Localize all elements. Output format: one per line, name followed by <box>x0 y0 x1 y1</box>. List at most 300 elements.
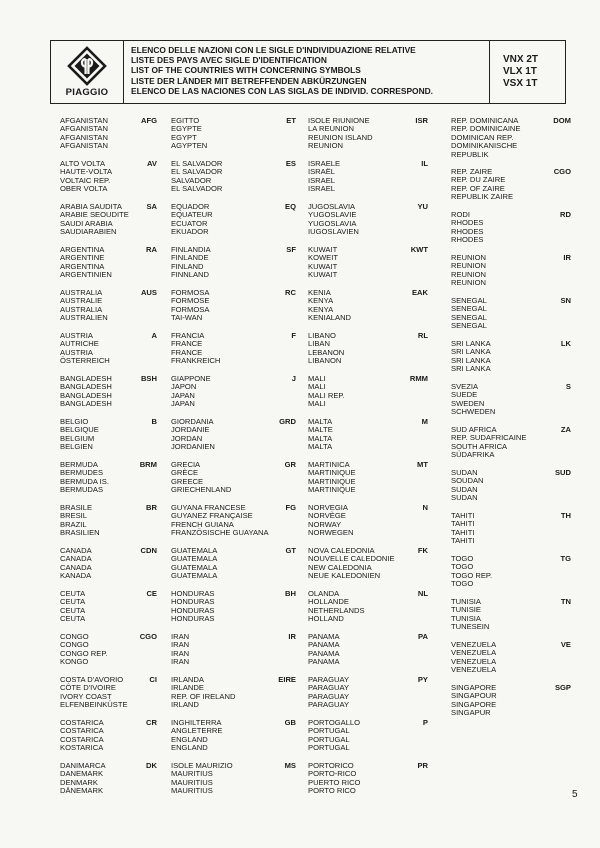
country-code: IR <box>563 253 571 262</box>
country-name: KANADA <box>60 571 92 581</box>
country-name: ELFENBEINKÜSTE <box>60 700 128 710</box>
country-name: OBER VOLTA <box>60 184 108 194</box>
country-name: LEBANON <box>308 347 345 357</box>
country-name: AFGANISTAN <box>60 124 108 134</box>
country-name: IUGOSLAVIEN <box>308 227 359 237</box>
country-name: JAPAN <box>171 399 195 409</box>
country-code: PY <box>417 675 428 684</box>
country-code: EIRE <box>278 675 296 684</box>
country-name: NOUVELLE CALEDONIE <box>308 554 395 564</box>
country-entry <box>451 684 497 718</box>
country-name: EGITTO <box>171 116 200 125</box>
country-name: AUSTRALIA <box>60 288 103 297</box>
country-code: RMM <box>409 374 428 383</box>
country-entry <box>60 418 99 452</box>
country-name: ARGENTINA <box>60 245 105 254</box>
title-line-it: ELENCO DELLE NAZIONI CON LE SIGLE D'INDIVIDUAZIONE RELATIVE <box>131 45 416 55</box>
country-name: BELGIO <box>60 417 89 426</box>
country-name: GUYANEZ FRANÇAISE <box>171 511 253 521</box>
country-name: IRLANDA <box>171 675 204 684</box>
country-name: REUNION ISLAND <box>308 132 373 142</box>
country-name: EL SALVADOR <box>171 184 223 194</box>
country-name: SOUTH AFRICA <box>451 441 508 451</box>
country-code: NL <box>417 589 428 598</box>
country-name: MAURITIUS <box>171 786 213 796</box>
country-entry <box>308 289 351 323</box>
country-entry <box>171 160 222 194</box>
country-name: GRECIA <box>171 460 201 469</box>
country-name: AUSTRALIA <box>60 304 103 314</box>
country-entry <box>171 719 222 753</box>
country-entry <box>60 633 108 667</box>
country-name: MALI <box>308 374 326 383</box>
country-name: PANAMA <box>308 648 340 658</box>
country-entry <box>60 461 109 495</box>
country-name: ISOLE RIUNIONE <box>308 116 370 125</box>
country-code: RA <box>146 245 157 254</box>
country-name: PANAMA <box>308 657 340 667</box>
country-name: SENEGAL <box>451 296 487 305</box>
country-name: SRI LANKA <box>451 364 491 374</box>
country-name: NOVA CALEDONIA <box>308 546 375 555</box>
country-entry <box>171 633 189 667</box>
country-entry <box>60 590 85 624</box>
country-name: YUGOSLAVIE <box>308 210 357 220</box>
country-name: OLANDA <box>308 589 340 598</box>
country-name: SENEGAL <box>451 304 487 314</box>
country-name: CÔTE D'IVOIRE <box>60 683 116 693</box>
country-name: SENEGAL <box>451 321 487 331</box>
country-name: PORTORICO <box>308 761 354 770</box>
country-name: VENEZUELA <box>451 640 497 649</box>
country-entry <box>60 762 106 796</box>
country-name: KENIA <box>308 288 331 297</box>
country-code: MT <box>417 460 428 469</box>
country-code: GT <box>285 546 296 555</box>
country-name: KOWEIT <box>308 253 338 263</box>
country-code: B <box>151 417 157 426</box>
country-name: VENEZUELA <box>451 648 497 658</box>
country-name: EQUATEUR <box>171 210 213 220</box>
country-name: IRAN <box>171 632 190 641</box>
country-name: KUWAIT <box>308 261 338 271</box>
country-name: DANEMARK <box>60 769 104 779</box>
country-code: YU <box>417 202 428 211</box>
country-name: BANGLADESH <box>60 399 112 409</box>
country-code: IL <box>421 159 428 168</box>
country-name: KENYA <box>308 304 334 314</box>
country-name: TAI-WAN <box>171 313 203 323</box>
country-name: REUNION <box>451 278 487 288</box>
country-name: TOGO <box>451 579 474 589</box>
country-entry <box>60 504 100 538</box>
country-name: TOGO <box>451 562 474 572</box>
country-name: SOUDAN <box>451 476 484 486</box>
country-name: NETHERLANDS <box>308 605 365 615</box>
country-code: ES <box>285 159 296 168</box>
country-name: AUSTRIA <box>60 331 93 340</box>
country-entry <box>60 676 128 710</box>
country-name: REUNION <box>451 269 487 279</box>
country-name: MAURITIUS <box>171 777 213 787</box>
country-name: MARTINICA <box>308 460 350 469</box>
country-code: BH <box>285 589 296 598</box>
country-name: CEUTA <box>60 597 86 607</box>
country-name: ISRAEL <box>308 184 336 194</box>
country-name: BRESIL <box>60 511 88 521</box>
country-name: TOGO REP. <box>451 570 493 580</box>
country-code: DOM <box>553 116 571 125</box>
country-name: BRASILE <box>60 503 93 512</box>
country-name: PARAGUAY <box>308 675 350 684</box>
country-name: FRANZÖSISCHE GUAYANA <box>171 528 269 538</box>
country-name: RHODES <box>451 226 484 236</box>
country-name: CONGO <box>60 640 89 650</box>
country-name: HONDURAS <box>171 589 215 598</box>
country-entry <box>171 676 235 710</box>
country-name: FRENCH GUIANA <box>171 519 234 529</box>
country-name: RHODES <box>451 218 484 228</box>
country-name: GUATEMALA <box>171 546 218 555</box>
country-code: P <box>422 718 428 727</box>
country-name: GUATEMALA <box>171 554 218 564</box>
country-name: EQUADOR <box>171 202 210 211</box>
country-name: ANGLETERRE <box>171 726 223 736</box>
country-name: LA REUNION <box>308 124 354 134</box>
country-name: KUWAIT <box>308 245 338 254</box>
country-name: TAHITI <box>451 511 475 520</box>
country-name: REPUBLIK ZAIRE <box>451 192 514 202</box>
country-name: REUNION <box>308 141 344 151</box>
country-name: DOMINICAN REP. <box>451 132 514 142</box>
country-name: DÄNEMARK <box>60 786 104 796</box>
country-name: HOLLANDE <box>308 597 349 607</box>
country-name: TAHITI <box>451 519 475 529</box>
country-code: AUS <box>140 288 157 297</box>
country-name: DENMARK <box>60 777 98 787</box>
model-name: VLX 1T <box>503 66 537 77</box>
country-name: EL SALVADOR <box>171 159 223 168</box>
country-name: GRÈCE <box>171 468 199 478</box>
country-code: SN <box>560 296 571 305</box>
country-name: MALI REP. <box>308 390 345 400</box>
country-name: GIORDANIA <box>171 417 214 426</box>
country-code: FG <box>285 503 296 512</box>
country-name: AUSTRALIE <box>60 296 103 306</box>
country-code: IR <box>288 632 296 641</box>
country-name: MAURITIUS <box>171 769 213 779</box>
country-code: BRM <box>139 460 157 469</box>
country-name: SÜDAFRIKA <box>451 450 495 460</box>
country-entry <box>308 762 360 796</box>
country-code: BSH <box>140 374 157 383</box>
country-name: PORTO RICO <box>308 786 356 796</box>
country-name: TOGO <box>451 554 474 563</box>
country-name: ISRAËL <box>308 167 336 177</box>
country-code: KWT <box>410 245 428 254</box>
country-code: AV <box>147 159 157 168</box>
country-entry <box>60 203 129 237</box>
brand-name: PIAGGIO <box>65 87 109 98</box>
country-name: CANADA <box>60 562 92 572</box>
country-name: IRAN <box>171 648 190 658</box>
country-entry <box>308 719 360 753</box>
country-code: ET <box>286 116 296 125</box>
page-number: 5 <box>572 789 578 800</box>
country-entry <box>451 512 474 546</box>
country-code: CDN <box>140 546 157 555</box>
country-code: AFG <box>140 116 157 125</box>
country-name: HONDURAS <box>171 597 215 607</box>
country-name: FRANCIA <box>171 331 205 340</box>
country-name: COSTARICA <box>60 726 104 736</box>
country-entry <box>308 160 340 194</box>
country-name: BELGIQUE <box>60 425 99 435</box>
country-code: SGP <box>554 683 571 692</box>
country-name: MARTINIQUE <box>308 468 356 478</box>
country-entry <box>451 117 520 159</box>
country-name: DANIMARCA <box>60 761 106 770</box>
country-name: JORDAN <box>171 433 203 443</box>
country-name: ISRAEL <box>308 175 336 185</box>
country-name: MALTE <box>308 425 333 435</box>
country-name: NORWEGEN <box>308 528 354 538</box>
country-name: GIAPPONE <box>171 374 211 383</box>
country-name: SRI LANKA <box>451 347 491 357</box>
country-entry <box>60 719 104 753</box>
country-entry <box>308 332 344 366</box>
country-code: F <box>291 331 296 340</box>
country-name: TUNESEIN <box>451 622 490 632</box>
country-code: TN <box>560 597 571 606</box>
country-name: PORTUGAL <box>308 743 350 753</box>
country-name: MALI <box>308 382 326 392</box>
country-code: VE <box>560 640 571 649</box>
country-name: JUGOSLAVIA <box>308 202 356 211</box>
country-name: MALI <box>308 399 326 409</box>
country-name: SWEDEN <box>451 398 485 408</box>
country-code: LK <box>560 339 571 348</box>
country-code: CR <box>146 718 157 727</box>
country-entry <box>451 598 489 632</box>
country-name: HONDURAS <box>171 605 215 615</box>
country-name: LIBANO <box>308 331 336 340</box>
country-entry <box>171 418 215 452</box>
country-code: RL <box>417 331 428 340</box>
country-code: CI <box>149 675 157 684</box>
country-code: CE <box>146 589 157 598</box>
country-name: BRASILIEN <box>60 528 100 538</box>
country-name: ENGLAND <box>171 743 208 753</box>
country-name: BELGIEN <box>60 442 93 452</box>
country-name: COSTA D'AVORIO <box>60 675 124 684</box>
country-name: ALTO VOLTA <box>60 159 106 168</box>
country-entry <box>451 254 486 288</box>
country-entry <box>60 289 108 323</box>
country-code: M <box>421 417 428 426</box>
country-code: DK <box>146 761 157 770</box>
country-code: J <box>291 374 296 383</box>
country-name: REUNION <box>451 253 487 262</box>
country-name: CANADA <box>60 546 92 555</box>
country-entry <box>451 211 484 245</box>
country-name: BANGLADESH <box>60 390 112 400</box>
country-name: PARAGUAY <box>308 683 350 693</box>
country-name: ARABIE SEOUDITE <box>60 210 129 220</box>
country-entry <box>308 117 373 151</box>
country-name: AFGANISTAN <box>60 141 108 151</box>
country-name: MARTINIQUE <box>308 485 356 495</box>
country-name: GUATEMALA <box>171 571 218 581</box>
country-entry <box>451 426 526 460</box>
piaggio-logo <box>51 41 124 103</box>
country-name: CONGO <box>60 632 89 641</box>
country-name: SVEZIA <box>451 382 479 391</box>
country-name: IVORY COAST <box>60 691 112 701</box>
country-entry <box>171 332 220 366</box>
country-entry <box>171 547 217 581</box>
country-name: PANAMA <box>308 640 340 650</box>
country-code: N <box>422 503 428 512</box>
country-name: BERMUDA IS. <box>60 476 109 486</box>
country-name: PORTO-RICO <box>308 769 357 779</box>
country-name: SUDAN <box>451 493 478 503</box>
country-code: PR <box>417 761 428 770</box>
country-entry <box>60 547 92 581</box>
country-name: SUDAN <box>451 468 478 477</box>
country-name: GREECE <box>171 476 204 486</box>
country-name: CONGO REP. <box>60 648 108 658</box>
country-name: CEUTA <box>60 589 86 598</box>
country-entry <box>171 246 211 280</box>
country-name: SUEDE <box>451 390 478 400</box>
country-code: MS <box>284 761 296 770</box>
piaggio-emblem-icon <box>67 46 107 86</box>
country-name: SCHWEDEN <box>451 407 496 417</box>
country-entry <box>60 117 108 151</box>
country-name: MALTA <box>308 442 333 452</box>
country-name: FORMOSA <box>171 288 210 297</box>
country-entry <box>308 461 356 495</box>
country-name: ÖSTERREICH <box>60 356 110 366</box>
country-name: VOLTAIC REP. <box>60 175 111 185</box>
country-name: SENEGAL <box>451 312 487 322</box>
country-code: GRD <box>279 417 296 426</box>
country-name: EL SALVADOR <box>171 167 223 177</box>
country-entry <box>451 340 491 374</box>
country-name: KUWAIT <box>308 270 338 280</box>
country-name: VENEZUELA <box>451 665 497 675</box>
country-code: GB <box>284 718 296 727</box>
country-name: FINNLAND <box>171 270 209 280</box>
country-name: IRAN <box>171 657 190 667</box>
country-name: ISRAELE <box>308 159 341 168</box>
country-code: PA <box>418 632 428 641</box>
country-name: PORTOGALLO <box>308 718 361 727</box>
country-entry <box>451 297 487 331</box>
country-code: EQ <box>285 202 296 211</box>
country-entry <box>308 504 353 538</box>
country-code: ISR <box>415 116 428 125</box>
country-name: ISOLE MAURIZIO <box>171 761 233 770</box>
country-name: INGHILTERRA <box>171 718 222 727</box>
country-code: SUD <box>554 468 571 477</box>
country-code: EAK <box>411 288 428 297</box>
country-name: YUGOSLAVIA <box>308 218 357 228</box>
country-entry <box>451 469 484 503</box>
country-name: JAPAN <box>171 390 195 400</box>
country-name: TUNISIE <box>451 605 481 615</box>
model-name: VSX 1T <box>503 78 538 89</box>
country-name: CANADA <box>60 554 92 564</box>
country-name: JORDANIEN <box>171 442 215 452</box>
country-name: AUTRICHE <box>60 339 99 349</box>
country-name: TAHITI <box>451 536 475 546</box>
country-name: GRIECHENLAND <box>171 485 232 495</box>
country-name: NORVEGIA <box>308 503 348 512</box>
country-name: VENEZUELA <box>451 656 497 666</box>
country-name: AFGANISTAN <box>60 116 108 125</box>
country-name: FORMOSA <box>171 304 210 314</box>
country-code: A <box>151 331 157 340</box>
country-name: BELGIUM <box>60 433 95 443</box>
country-name: RODI <box>451 210 470 219</box>
country-name: REP. OF ZAIRE <box>451 183 505 193</box>
country-name: KENIALAND <box>308 313 352 323</box>
country-entry <box>60 332 110 366</box>
country-name: PANAMA <box>308 632 340 641</box>
country-name: RHODES <box>451 235 484 245</box>
country-name: EGYPTE <box>171 124 202 134</box>
country-name: CEUTA <box>60 614 86 624</box>
title-line-fr: LISTE DES PAYS AVEC SIGLE D'IDENTIFICATION <box>131 55 327 66</box>
country-code: SF <box>286 245 296 254</box>
country-name: BERMUDAS <box>60 485 104 495</box>
country-name: SINGAPOUR <box>451 691 497 701</box>
country-name: MARTINIQUE <box>308 476 356 486</box>
country-code: ZA <box>560 425 571 434</box>
country-name: TAHITI <box>451 527 475 537</box>
country-name: PORTUGAL <box>308 734 350 744</box>
country-name: JAPON <box>171 382 197 392</box>
country-code: SA <box>146 202 157 211</box>
country-name: ARGENTINE <box>60 253 105 263</box>
country-name: ARGENTINIEN <box>60 270 112 280</box>
country-name: SAUDI ARABIA <box>60 218 113 228</box>
country-name: AGYPTEN <box>171 141 208 151</box>
country-name: BERMUDA <box>60 460 98 469</box>
country-name: TUNISIA <box>451 597 481 606</box>
country-entry <box>60 246 112 280</box>
country-entry <box>451 555 492 589</box>
country-name: FINLANDIA <box>171 245 211 254</box>
country-name: GUYANA FRANCESE <box>171 503 246 512</box>
country-name: SINGAPORE <box>451 699 497 709</box>
country-name: ARGENTINA <box>60 261 105 271</box>
country-code: GR <box>284 460 296 469</box>
country-name: KENYA <box>308 296 334 306</box>
country-name: BANGLADESH <box>60 374 112 383</box>
country-entry <box>451 383 495 417</box>
title-line-en: LIST OF THE COUNTRIES WITH CONCERNING SYMBOLS <box>131 65 361 76</box>
document-title <box>124 41 490 103</box>
country-name: EKUADOR <box>171 227 209 237</box>
country-name: SINGAPUR <box>451 708 491 718</box>
country-entry <box>171 504 269 538</box>
country-entry <box>308 547 395 581</box>
country-name: COSTARICA <box>60 718 104 727</box>
country-name: SRI LANKA <box>451 355 491 365</box>
